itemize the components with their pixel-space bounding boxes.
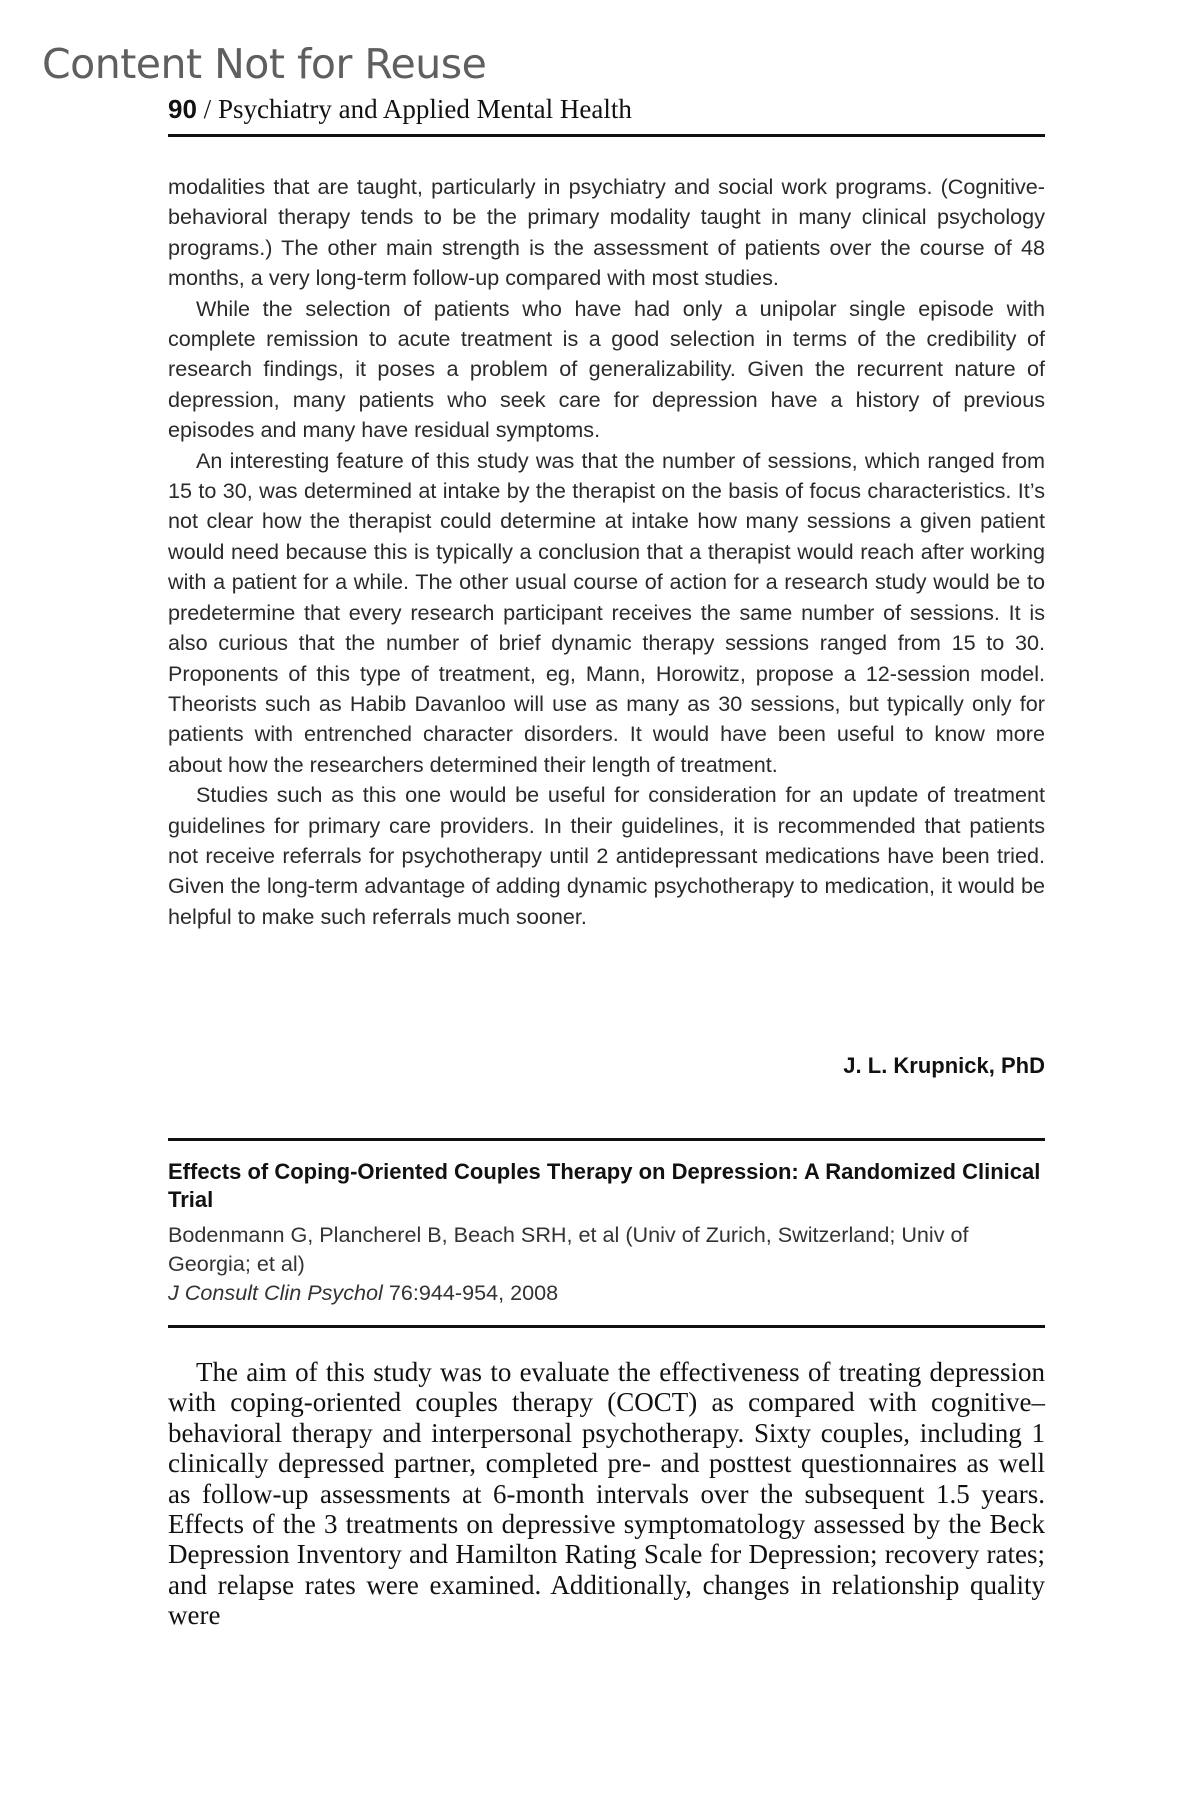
citation-details: 76:944-954, 2008 xyxy=(382,1280,559,1305)
journal-name: J Consult Clin Psychol xyxy=(168,1280,383,1305)
author-signature: J. L. Krupnick, PhD xyxy=(843,1053,1045,1078)
article-title: Effects of Coping-Oriented Couples Therapy on Depression: A Randomized Clinical Trial xyxy=(168,1159,1041,1212)
body-paragraph: An interesting feature of this study was that the number of sessions, which ranged from 15 to 30, was determined at intake by the therapist on the basis of focus characteristics. It’s not clear how the therapist could determine at intake how many sessions a given patient would need because this is typically a conclusion that a therapist would reach after working with a patient for a while. The other usual course of action for a research study would be to predetermine that every research participant receives the same number of sessions. It is also curious that the number of brief dynamic therapy sessions ranged from 15 to 30. Proponents of this type of treatment, eg, Mann, Horowitz, propose a 12-session model. Theorists such as Habib Davanloo will use as many as 30 sessions, but typically only for patients with entrenched character disorders. It would have been useful to know more about how the researchers determined their length of treatment. xyxy=(168,447,1045,777)
running-head-separator: / xyxy=(203,94,212,124)
body-paragraph: modalities that are taught, particularly in psychiatry and social work programs. (Cognitive-behavioral therapy tends to be the primary modality taught in many clinical psychology programs.) The other main strength is the assessment of patients over the course of 48 months, a very long-term follow-up compared with most studies. xyxy=(168,174,1045,291)
running-head xyxy=(168,92,1045,137)
body-paragraph: Studies such as this one would be useful for consideration for an update of treatment guidelines for primary care providers. In their guidelines, it is recommended that patients not receive referrals for psychotherapy until 2 antidepressant medications have been tried. Given the long-term advantage of adding dynamic psychotherapy to medication, it would be helpful to make such referrals much sooner. xyxy=(168,782,1045,929)
article-authors: Bodenmann G, Plancherel B, Beach SRH, et al (Univ of Zurich, Switzerland; Univ of Georgia; et al) xyxy=(168,1222,969,1276)
page-number: 90 xyxy=(168,94,197,124)
article-header xyxy=(168,1158,1045,1308)
article-citation xyxy=(168,1278,1045,1308)
journal-title: Psychiatry and Applied Mental Health xyxy=(217,94,632,124)
article-top-rule xyxy=(168,1138,1045,1141)
body-paragraph: While the selection of patients who have had only a unipolar single episode with complete remission to acute treatment is a good selection in terms of the credibility of research findings, it poses a problem of generalizability. Given the recurrent nature of depression, many patients who seek care for depression have a history of previous episodes and many have residual symptoms. xyxy=(168,295,1045,443)
article-bottom-rule xyxy=(168,1325,1045,1328)
commentary-body xyxy=(168,172,1045,932)
watermark: Content Not for Reuse xyxy=(42,40,487,88)
article-abstract: The aim of this study was to evaluate the effectiveness of treating depression with coping-oriented couples therapy (COCT) as compared with cognitive–behavioral therapy and interpersonal psychotherapy. Sixty couples, including 1 clinically depressed partner, completed pre- and posttest questionnaires as well as follow-up assessments at 6-month intervals over the subsequent 1.5 years. Effects of the 3 treatments on depressive symptomatology assessed by the Beck Depression Inventory and Hamilton Rating Scale for Depression; recovery rates; and relapse rates were examined. Additionally, changes in relationship quality were xyxy=(168,1357,1045,1631)
